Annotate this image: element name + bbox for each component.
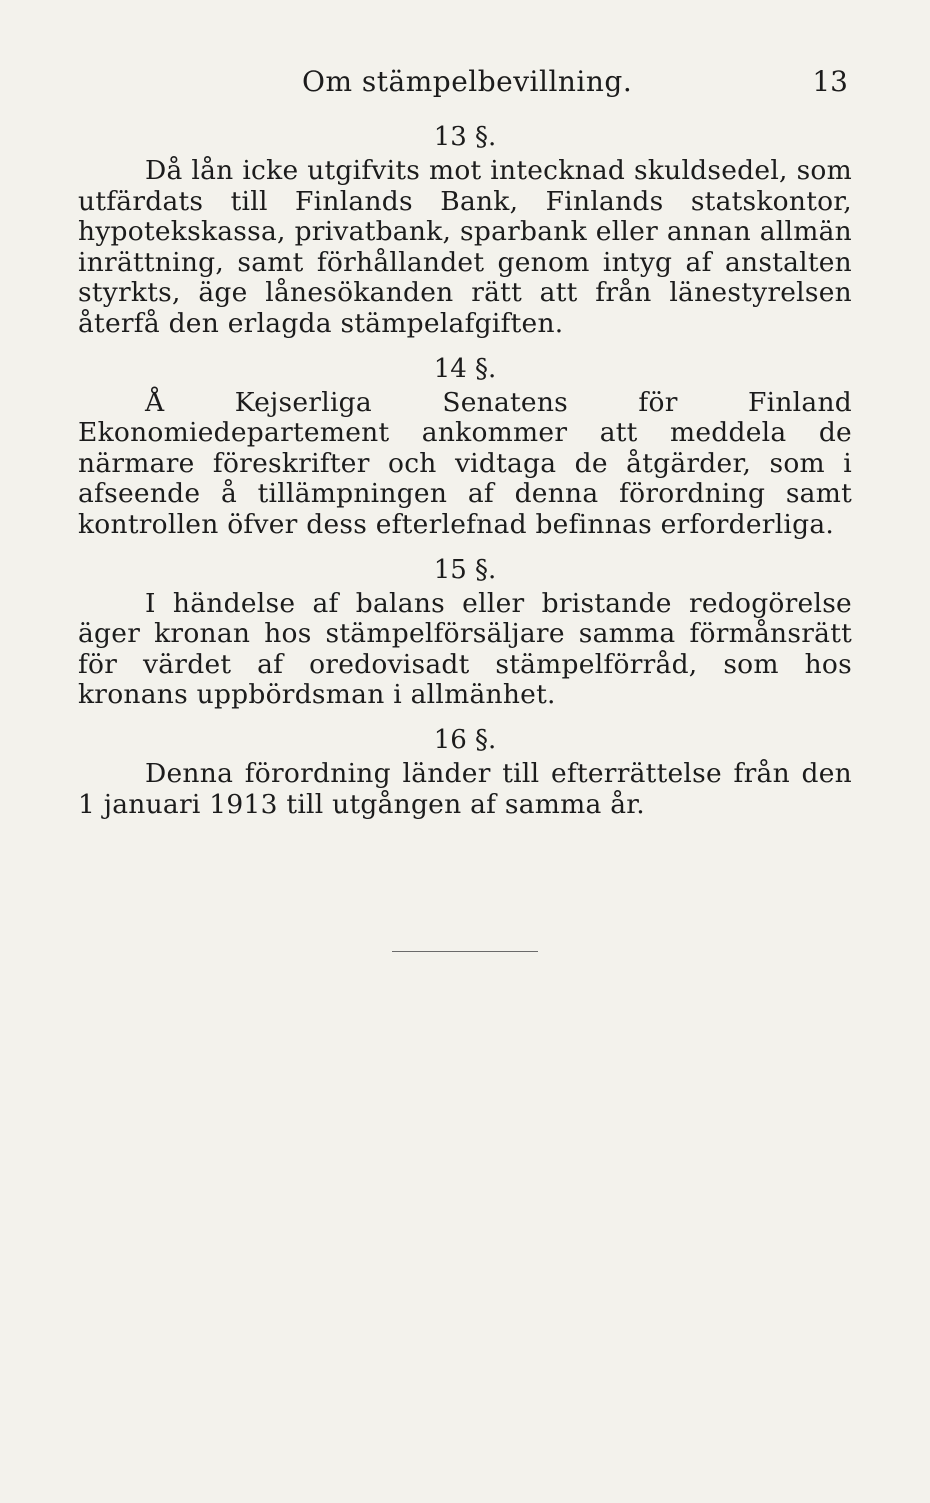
section-heading: 13 §.: [433, 122, 497, 152]
page-number: 13: [812, 65, 848, 98]
section-heading: 14 §.: [433, 353, 497, 384]
closing-rule: [392, 951, 538, 952]
section-15: [78, 553, 852, 711]
section-heading: 16 §.: [433, 724, 497, 755]
running-header: [0, 62, 930, 102]
section-16: [78, 723, 852, 820]
section-heading: 15 §.: [433, 554, 497, 585]
section-paragraph: Å Kejserliga Senatens för Finland Ekonomiedepartement ankommer att meddela de närmare föreskrifter och vidtaga de åtgärder, som i afseende å tillämpningen af denna förordning samt kontrollen öfver dess efterlefnad befinnas erforderliga.: [78, 386, 852, 540]
section-14: [78, 352, 852, 541]
section-paragraph: I händelse af balans eller bristande redogörelse äger kronan hos stämpelförsäljare samma förmånsrätt för värdet af oredovisadt stämpelförråd, som hos kronans uppbördsman i allmänhet.: [78, 587, 852, 711]
section-paragraph: Denna förordning länder till efterrättelse från den 1 januari 1913 till utgången af samma år.: [78, 757, 852, 820]
section-13: [78, 120, 852, 340]
section-paragraph: Då lån icke utgifvits mot intecknad skuldsedel, som utfärdats till Finlands Bank, Finlands statskontor, hypotekskassa, privatbank, sparbank eller annan allmän inrättning, samt förhållandet genom intyg af anstalten styrkts, äge lånesökanden rätt att från länestyrelsen återfå den erlagda stämpelafgiften.: [78, 155, 852, 339]
running-title: Om stämpelbevillning.: [302, 65, 633, 98]
document-body: [78, 120, 852, 832]
